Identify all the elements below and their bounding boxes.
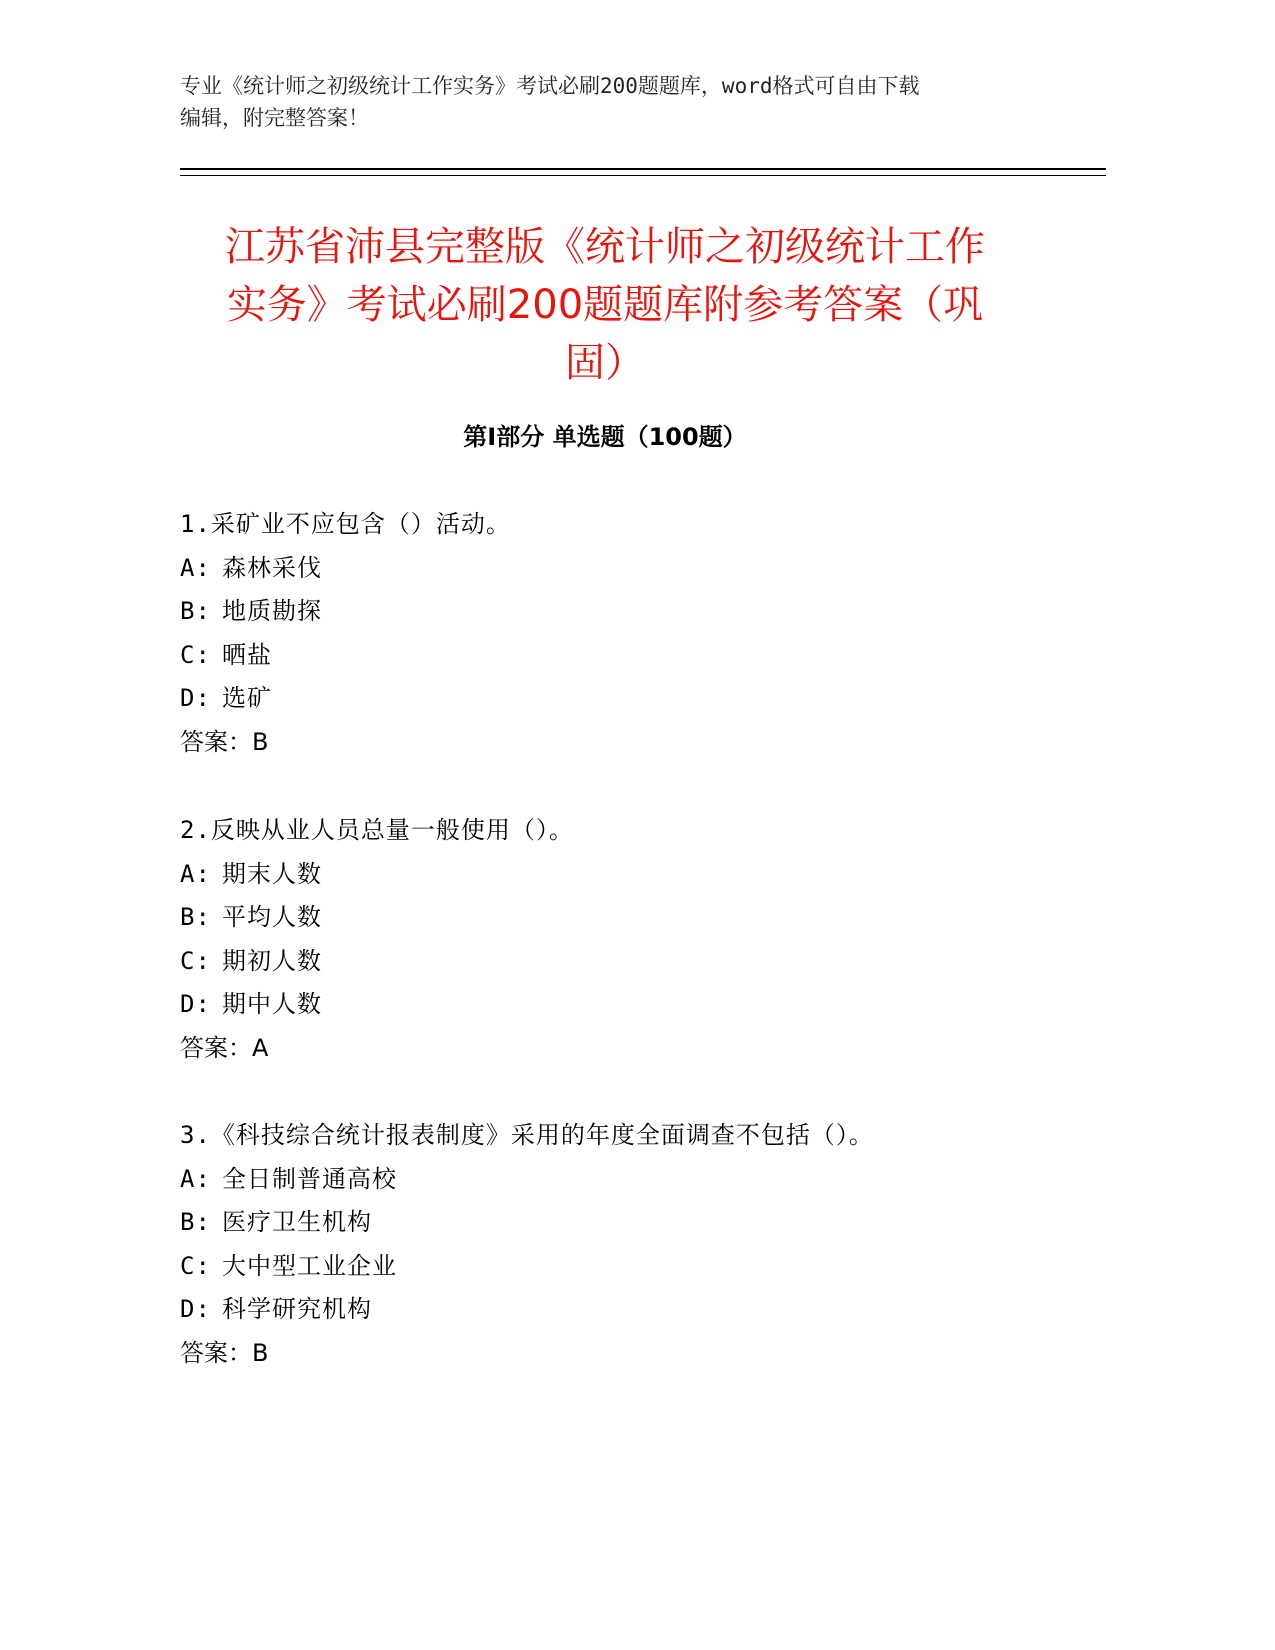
- document-title-line-3: 固）: [565, 340, 645, 386]
- question-1: [180, 505, 1080, 761]
- option-b: [180, 1203, 1080, 1247]
- option-a: [180, 855, 1080, 899]
- option-d: [180, 679, 1080, 723]
- section-title: 第Ⅰ部分 单选题（100题）: [463, 423, 747, 451]
- option-a: [180, 1160, 1080, 1204]
- page-header: [180, 70, 1040, 134]
- option-key: C:: [180, 1251, 211, 1280]
- question-stem: 3.《科技综合统计报表制度》采用的年度全面调查不包括（）。: [180, 1121, 874, 1149]
- option-b: [180, 898, 1080, 942]
- option-key: D:: [180, 990, 211, 1019]
- option-c: [180, 942, 1080, 986]
- option-text: 大中型工业企业: [222, 1251, 397, 1280]
- option-d: [180, 985, 1080, 1029]
- option-key: C:: [180, 946, 211, 975]
- option-key: D:: [180, 1295, 211, 1324]
- option-text: 科学研究机构: [222, 1295, 372, 1324]
- option-text: 期中人数: [222, 990, 322, 1019]
- option-key: B:: [180, 903, 211, 932]
- answer-line: 答案：B: [180, 1338, 269, 1367]
- option-key: A:: [180, 859, 211, 888]
- option-text: 期末人数: [222, 859, 322, 888]
- answer-line: 答案：B: [180, 727, 269, 756]
- answer-line: 答案：A: [180, 1033, 269, 1062]
- question-3: [180, 1116, 1080, 1372]
- option-text: 期初人数: [222, 946, 322, 975]
- header-divider-thick: [180, 168, 1106, 170]
- document-title-line-1: 江苏省沛县完整版《统计师之初级统计工作: [225, 224, 985, 270]
- option-key: A:: [180, 1164, 211, 1193]
- header-line-1: 专业《统计师之初级统计工作实务》考试必刷200题题库，word格式可自由下载: [180, 74, 920, 98]
- option-c: [180, 1247, 1080, 1291]
- question-stem: 1.采矿业不应包含（）活动。: [180, 510, 511, 538]
- document-title: [180, 218, 1030, 392]
- option-text: 地质勘探: [222, 597, 322, 626]
- header-line-2: 编辑，附完整答案！: [180, 106, 369, 130]
- option-b: [180, 592, 1080, 636]
- option-key: D:: [180, 684, 211, 713]
- option-key: B:: [180, 1208, 211, 1237]
- document-title-line-2: 实务》考试必刷200题题库附参考答案（巩: [226, 282, 984, 328]
- option-text: 医疗卫生机构: [222, 1208, 372, 1237]
- option-d: [180, 1290, 1080, 1334]
- option-text: 晒盐: [222, 640, 272, 669]
- question-2: [180, 811, 1080, 1067]
- header-divider-thin: [180, 175, 1106, 176]
- option-text: 平均人数: [222, 903, 322, 932]
- option-key: A:: [180, 553, 211, 582]
- option-text: 全日制普通高校: [222, 1164, 397, 1193]
- option-key: C:: [180, 640, 211, 669]
- option-text: 森林采伐: [222, 553, 322, 582]
- option-text: 选矿: [222, 684, 272, 713]
- option-a: [180, 549, 1080, 593]
- option-key: B:: [180, 597, 211, 626]
- question-stem: 2.反映从业人员总量一般使用（）。: [180, 816, 574, 844]
- option-c: [180, 636, 1080, 680]
